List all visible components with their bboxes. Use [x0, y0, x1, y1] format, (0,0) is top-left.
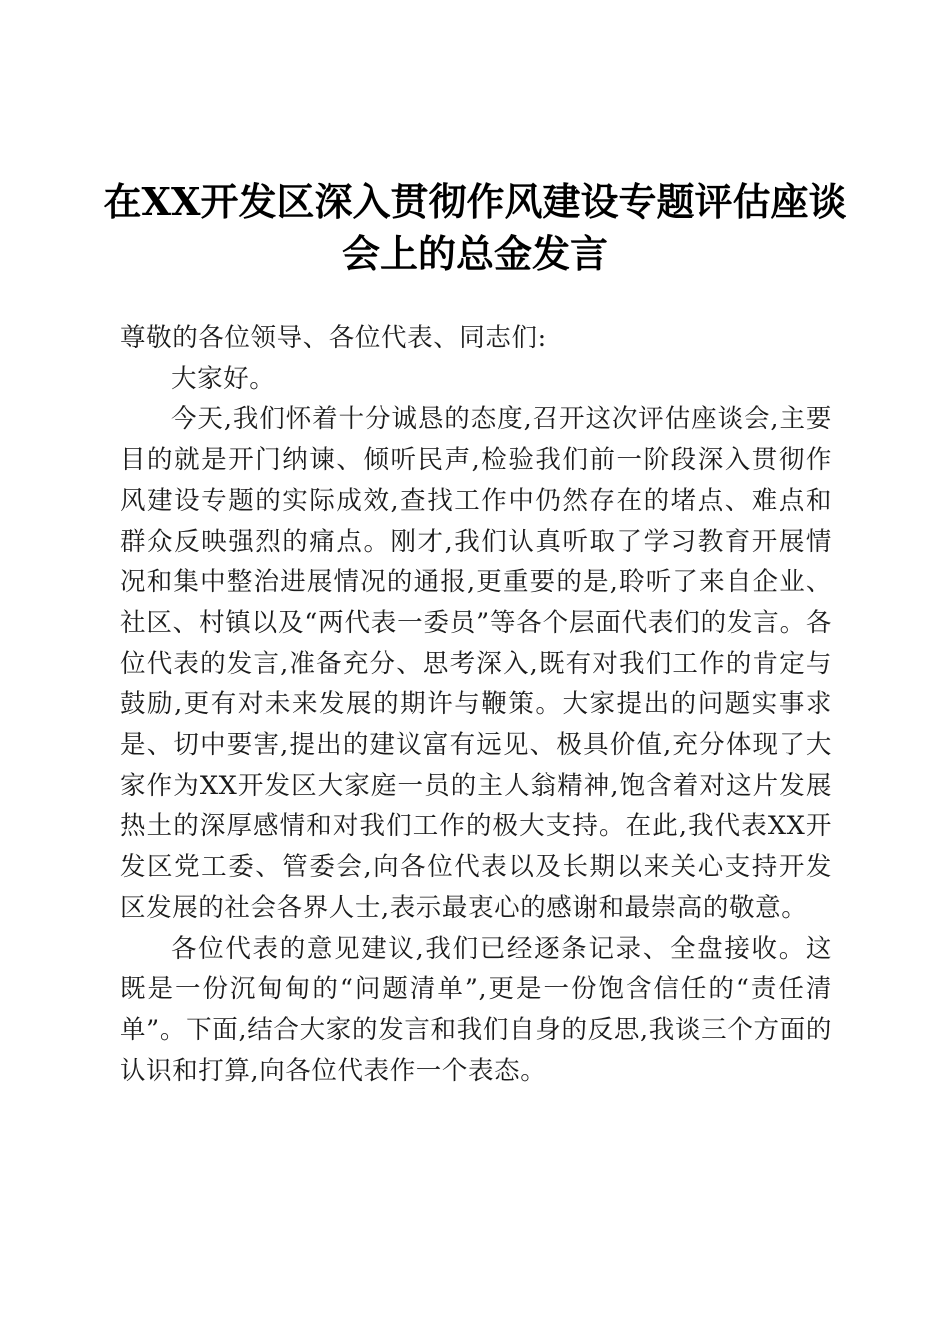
paragraph-greeting: 大家好。	[171, 363, 276, 394]
document-body	[120, 318, 832, 1091]
document-title: 在XX开发区深入贯彻作风建设专题评估座谈会上的总金发言	[103, 179, 847, 276]
salutation: 尊敬的各位领导、各位代表、同志们:	[120, 323, 547, 353]
paragraph-transition: 各位代表的意见建议,我们已经逐条记录、全盘接收。这既是一份沉甸甸的“问题清单”,更是一份饱含信任的“责任清单”。下面,结合大家的发言和我们自身的反思,我谈三个方面的认识和打算,向各位代表作一个表态。	[120, 933, 832, 1086]
paragraph-opening: 今天,我们怀着十分诚恳的态度,召开这次评估座谈会,主要目的就是开门纳谏、倾听民声,检验我们前一阶段深入贯彻作风建设专题的实际成效,查找工作中仍然存在的堵点、难点和群众反映强烈的痛点。刚才,我们认真听取了学习教育开展情况和集中整治进展情况的通报,更重要的是,聆听了来自企业、社区、村镇以及“两代表一委员”等各个层面代表们的发言。各位代表的发言,准备充分、思考深入,既有对我们工作的肯定与鼓励,更有对未来发展的期许与鞭策。大家提出的问题实事求是、切中要害,提出的建议富有远见、极具价值,充分体现了大家作为XX开发区大家庭一员的主人翁精神,饱含着对这片发展热土的深厚感情和对我们工作的极大支持。在此,我代表XX开发区党工委、管委会,向各位代表以及长期以来关心支持开发区发展的社会各界人士,表示最衷心的感谢和最崇高的敬意。	[120, 404, 832, 923]
